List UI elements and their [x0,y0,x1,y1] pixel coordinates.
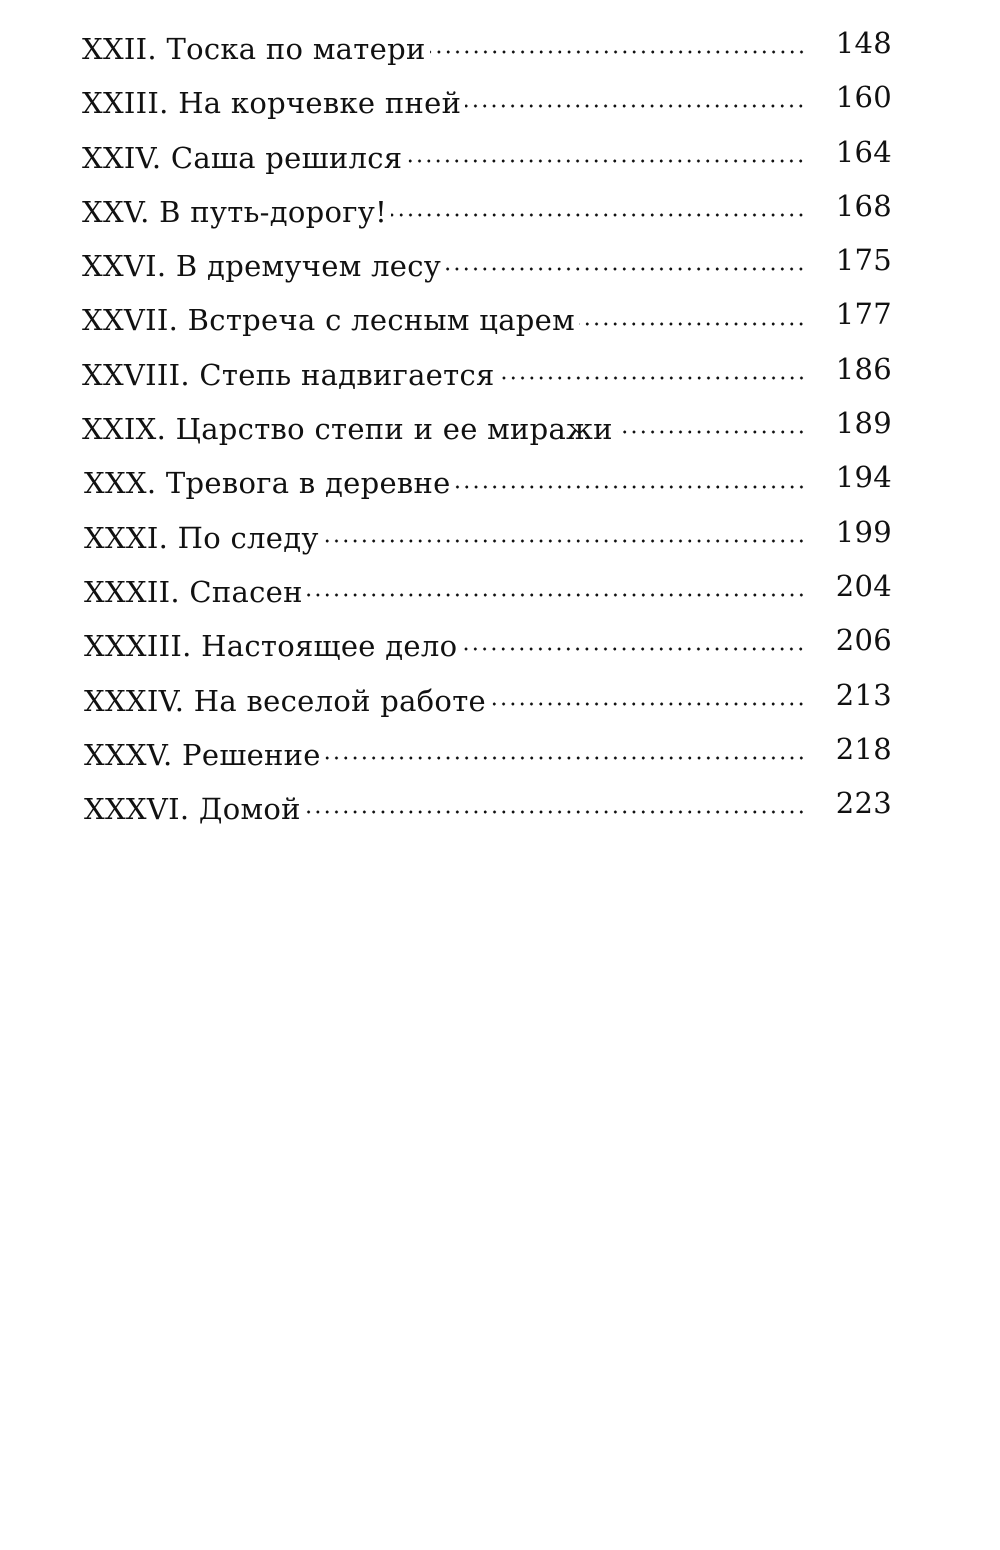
toc-entry-page: 213 [835,677,892,712]
toc-entry-page: 194 [835,460,892,495]
toc-entry-page: 177 [835,297,892,332]
toc-entry-title: XXXIII. Настоящее дело [84,629,458,664]
toc-entry [82,731,892,790]
toc-entry [82,514,892,573]
toc-entry-page: 186 [835,351,892,386]
dot-leader [323,527,806,556]
toc-entry-page: 199 [835,514,892,549]
toc-entry-title: XXII. Тоска по матери [82,32,426,66]
toc-entry [82,406,892,464]
toc-entry-page: 175 [835,243,892,278]
toc-entry-title: XXIII. На корчевке пней [82,86,462,121]
toc-entry-title: XXVIII. Степь надвигается [82,357,495,392]
toc-entry-title: XXV. В путь-дорогу! [82,194,388,229]
toc-entry-title: XXVI. В дремучем лесу [82,249,442,284]
toc-entry-page: 223 [835,786,892,821]
dot-leader [465,92,805,121]
table-of-contents [82,26,892,844]
toc-entry-page: 189 [835,406,892,441]
dot-leader [579,310,806,339]
toc-entry [82,623,892,681]
dot-leader [406,147,805,176]
toc-entry [82,80,892,138]
dot-leader [391,201,806,230]
dot-leader [499,364,806,393]
toc-entry-title: XXXI. По следу [84,520,319,555]
toc-entry-title: XXVII. Встреча с лесным царем [82,303,575,338]
toc-entry-page: 206 [835,623,892,658]
dot-leader [430,38,806,67]
toc-entry-title: XXIX. Царство степи и ее миражи [82,412,613,447]
toc-entry-page: 204 [835,568,892,603]
toc-entry-page: 148 [835,26,892,60]
toc-entry-title: XXIV. Саша решился [82,140,403,175]
toc-entry [82,786,892,844]
toc-entry-title: XXXVI. Домой [84,792,301,827]
toc-entry [82,351,892,410]
toc-entry [82,134,892,193]
dot-leader [490,690,806,719]
toc-entry [82,26,892,84]
toc-entry [82,243,892,301]
dot-leader [461,635,805,664]
dot-leader [617,418,806,447]
toc-entry [82,188,892,247]
toc-entry-page: 164 [835,134,892,169]
dot-leader [325,744,806,773]
toc-entry-page: 168 [835,188,892,223]
toc-entry-page: 160 [835,80,892,115]
toc-entry [82,568,892,627]
toc-entry [82,460,892,518]
dot-leader [307,581,806,610]
toc-entry-title: XXXII. Спасен [84,574,303,609]
toc-entry [82,297,892,355]
toc-entry-title: XXXV. Решение [84,737,321,772]
toc-entry [82,677,892,736]
toc-entry-title: XXXIV. На веселой работе [84,683,486,718]
dot-leader [455,472,806,501]
dot-leader [305,798,806,827]
dot-leader [445,255,806,284]
toc-entry-title: XXX. Тревога в деревне [84,466,451,501]
toc-entry-page: 218 [835,731,892,766]
